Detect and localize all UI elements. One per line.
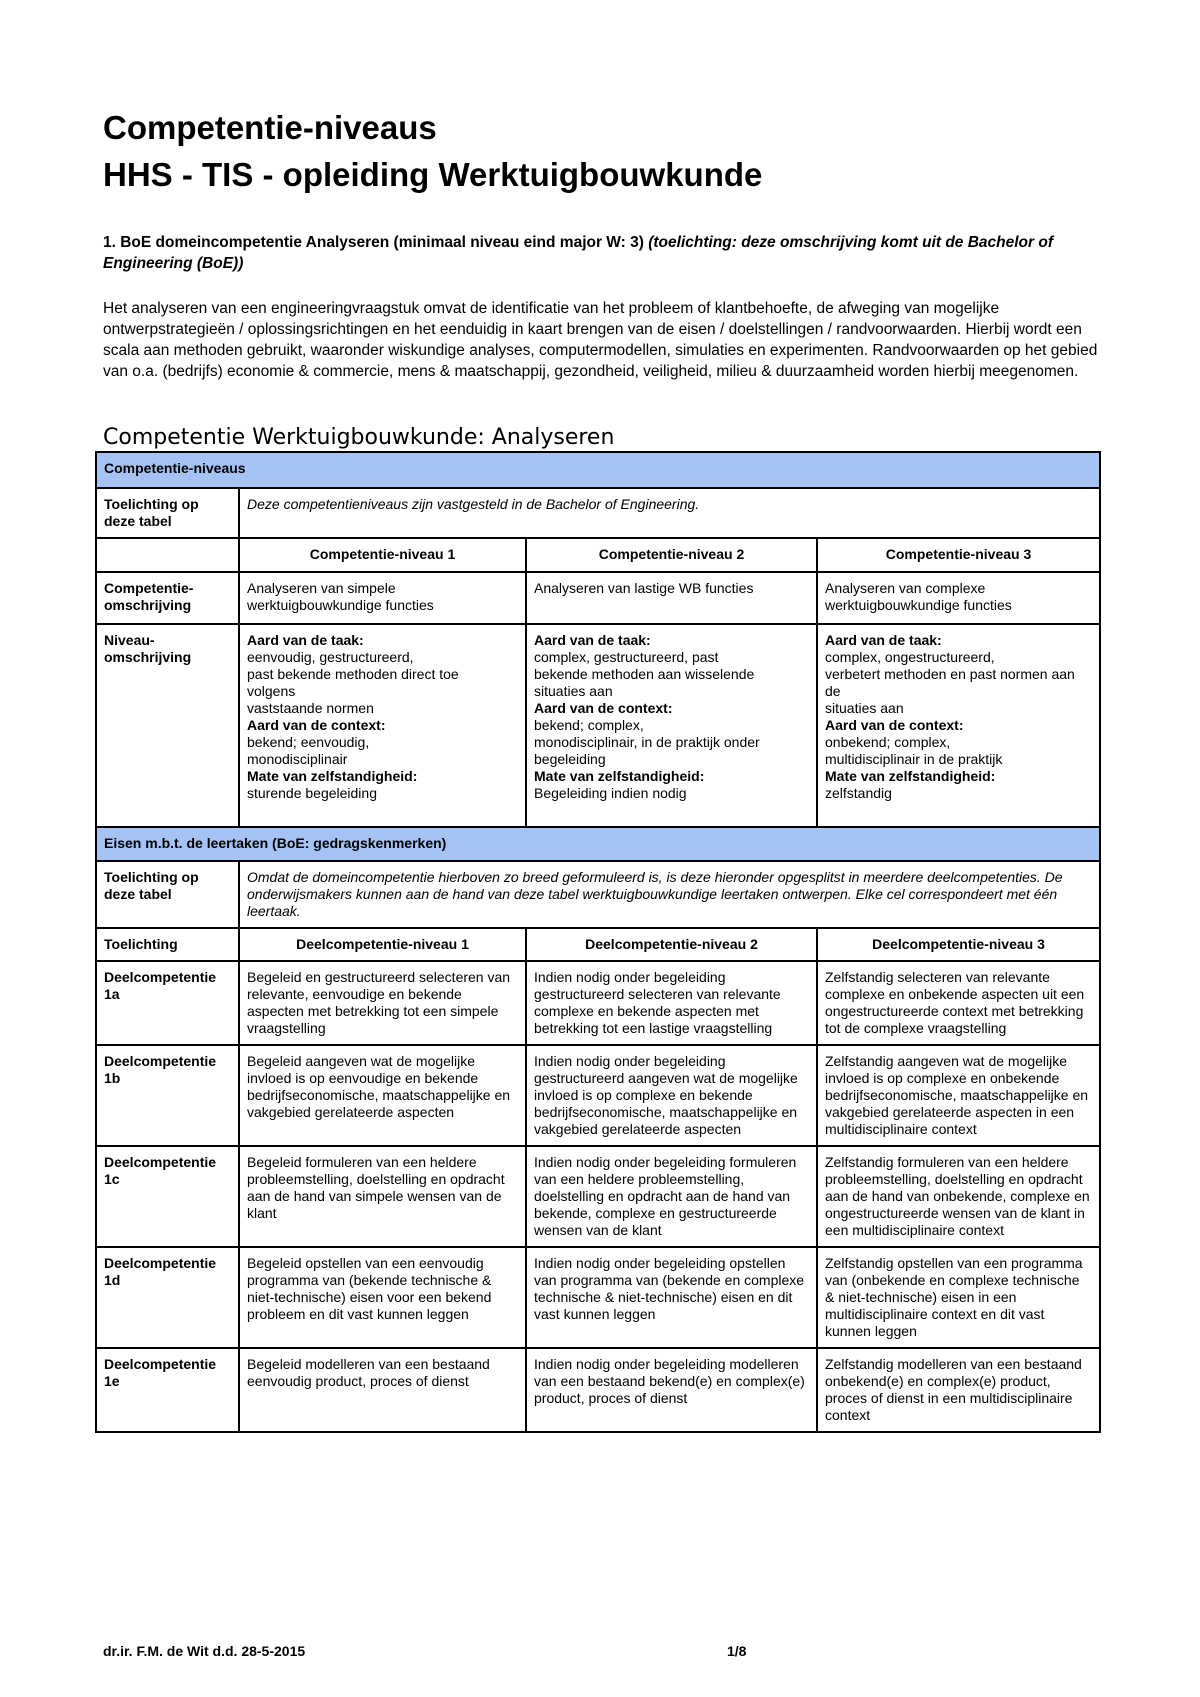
level-line: volgens — [247, 683, 296, 699]
table-cell: Analyseren van lastige WB functies — [526, 572, 817, 624]
title-line-2: HHS - TIS - opleiding Werktuigbouwkunde — [103, 156, 763, 193]
level-heading: Aard van de taak: — [825, 632, 942, 648]
table-cell: Begeleid formuleren van een heldere probleemstelling, doelstelling en opdracht aan de hand van simpele wensen van de klant — [239, 1146, 526, 1247]
level-cell — [817, 624, 1100, 827]
level-line: vaststaande normen — [247, 700, 374, 716]
column-header: Competentie-niveau 1 — [239, 538, 526, 572]
level-line: bekende methoden aan wisselende — [534, 666, 755, 682]
level-line: de — [825, 683, 841, 699]
table-note: Deze competentieniveaus zijn vastgesteld in de Bachelor of Engineering. — [239, 488, 1100, 538]
document-title — [103, 104, 762, 198]
band-eisen-leertaken: Eisen m.b.t. de leertaken (BoE: gedragskenmerken) — [96, 827, 1100, 861]
level-heading: Mate van zelfstandigheid: — [534, 768, 705, 784]
level-line: bekend; complex, — [534, 717, 644, 733]
row-label: Toelichting op deze tabel — [96, 488, 239, 538]
level-line: Begeleiding indien nodig — [534, 785, 687, 801]
table-cell: Zelfstandig selecteren van relevante complexe en onbekende aspecten uit een ongestructureerde context met betrekking tot de complexe vraagstelling — [817, 961, 1100, 1045]
level-line: situaties aan — [825, 700, 904, 716]
table-row — [96, 624, 1100, 827]
table-row — [96, 538, 1100, 572]
title-line-1: Competentie-niveaus — [103, 109, 437, 146]
row-label: Niveau-omschrijving — [96, 624, 239, 827]
column-header: Deelcompetentie-niveau 2 — [526, 928, 817, 961]
level-line: monodisciplinair, in de praktijk onder — [534, 734, 760, 750]
table-cell: Zelfstandig opstellen van een programma van (onbekende en complexe technische & niet-technische) eisen in een multidisciplinaire context en dit vast kunnen leggen — [817, 1247, 1100, 1348]
table-row — [96, 1247, 1100, 1348]
competence-intro — [103, 232, 1103, 274]
level-heading: Aard van de context: — [534, 700, 673, 716]
row-label: Toelichting — [96, 928, 239, 961]
competence-table — [95, 451, 1101, 1433]
band-row — [96, 827, 1100, 861]
table-cell: Indien nodig onder begeleiding opstellen van programma van (bekende en complexe technische & niet-technische) eisen en dit vast kunnen leggen — [526, 1247, 817, 1348]
level-line: past bekende methoden direct toe — [247, 666, 459, 682]
row-label: Deelcompetentie 1e — [96, 1348, 239, 1432]
level-heading: Mate van zelfstandigheid: — [825, 768, 996, 784]
row-label: Toelichting op deze tabel — [96, 861, 239, 928]
level-line: monodisciplinair — [247, 751, 348, 767]
level-line: begeleiding — [534, 751, 606, 767]
table-cell: Begeleid aangeven wat de mogelijke invloed is op eenvoudige en bekende bedrijfseconomische, maatschappelijke en vakgebied gerelateerde aspecten — [239, 1045, 526, 1146]
intro-italic-note: (toelichting: deze omschrijving komt uit de Bachelor of Engineering (BoE)) — [103, 234, 1053, 272]
row-label: Deelcompetentie 1a — [96, 961, 239, 1045]
table-note: Omdat de domeincompetentie hierboven zo breed geformuleerd is, is deze hieronder opgesplitst in meerdere deelcompetenties. De onderwijsmakers kunnen aan de hand van deze tabel werktuigbouwkundige leertaken ontwerpen. Elke cel correspondeert met één leertaak. — [239, 861, 1100, 928]
row-label: Competentie-omschrijving — [96, 572, 239, 624]
level-heading: Aard van de taak: — [247, 632, 364, 648]
table-cell: Begeleid en gestructureerd selecteren van relevante, eenvoudige en bekende aspecten met betrekking tot een simpele vraagstelling — [239, 961, 526, 1045]
footer-page-number: 1/8 — [727, 1643, 747, 1659]
footer-author: dr.ir. F.M. de Wit d.d. 28-5-2015 — [103, 1643, 306, 1659]
level-line: zelfstandig — [825, 785, 892, 801]
level-cell — [239, 624, 526, 827]
table-cell: Begeleid opstellen van een eenvoudig programma van (bekende technische & niet-technische) eisen voor een bekend probleem en dit vast kunnen leggen — [239, 1247, 526, 1348]
column-header: Competentie-niveau 2 — [526, 538, 817, 572]
description-paragraph: Het analyseren van een engineeringvraagstuk omvat de identificatie van het probleem of klantbehoefte, de afweging van mogelijke ontwerpstrategieën / oplossingsrichtingen en het eenduidig in kaart brengen van de eisen / doelstellingen / randvoorwaarden. Hierbij wordt een scala aan methoden gebruikt, waaronder wiskundige analyses, computermodellen, simulaties en experimenten. Randvoorwaarden op het gebied van o.a. (bedrijfs) economie & commercie, mens & maatschappij, gezondheid, veiligheid, milieu & duurzaamheid worden hierbij meegenomen. — [103, 300, 1098, 380]
level-line: multidisciplinair in de praktijk — [825, 751, 1003, 767]
table-row — [96, 1146, 1100, 1247]
intro-bold-text: 1. BoE domeincompetentie Analyseren (minimaal niveau eind major W: 3) — [103, 234, 644, 251]
table-cell: Indien nodig onder begeleiding gestructureerd selecteren van relevante complexe en bekende aspecten met betrekking tot een lastige vraagstelling — [526, 961, 817, 1045]
table-row — [96, 928, 1100, 961]
level-line: eenvoudig, gestructureerd, — [247, 649, 414, 665]
table-cell: Analyseren van complexe werktuigbouwkundige functies — [817, 572, 1100, 624]
level-heading: Aard van de context: — [247, 717, 386, 733]
column-header: Deelcompetentie-niveau 3 — [817, 928, 1100, 961]
level-line: complex, gestructureerd, past — [534, 649, 719, 665]
level-heading: Aard van de context: — [825, 717, 964, 733]
table-cell: Indien nodig onder begeleiding formuleren van een heldere probleemstelling, doelstelling en opdracht aan de hand van bekende, complexe en gestructureerde wensen van de klant — [526, 1146, 817, 1247]
level-heading: Mate van zelfstandigheid: — [247, 768, 418, 784]
band-row — [96, 452, 1100, 488]
table-row — [96, 1045, 1100, 1146]
empty-cell — [96, 538, 239, 572]
table-cell: Zelfstandig modelleren van een bestaand onbekend(e) en complex(e) product, proces of dienst in een multidisciplinaire context — [817, 1348, 1100, 1432]
band-competentie-niveaus: Competentie-niveaus — [96, 452, 1100, 488]
table-row — [96, 861, 1100, 928]
row-label: Deelcompetentie 1d — [96, 1247, 239, 1348]
table-row — [96, 488, 1100, 538]
row-label: Deelcompetentie 1c — [96, 1146, 239, 1247]
table-row — [96, 1348, 1100, 1432]
section-heading: Competentie Werktuigbouwkunde: Analyseren — [103, 425, 615, 450]
level-line: bekend; eenvoudig, — [247, 734, 370, 750]
level-line: sturende begeleiding — [247, 785, 377, 801]
level-line: complex, ongestructureerd, — [825, 649, 995, 665]
level-cell — [526, 624, 817, 827]
level-line: onbekend; complex, — [825, 734, 951, 750]
table-cell: Indien nodig onder begeleiding modelleren van een bestaand bekend(e) en complex(e) product, proces of dienst — [526, 1348, 817, 1432]
column-header: Competentie-niveau 3 — [817, 538, 1100, 572]
level-heading: Aard van de taak: — [534, 632, 651, 648]
table-cell: Begeleid modelleren van een bestaand eenvoudig product, proces of dienst — [239, 1348, 526, 1432]
table-cell: Zelfstandig aangeven wat de mogelijke invloed is op complexe en onbekende bedrijfseconomische, maatschappelijke en vakgebied gerelateerde aspecten in een multidisciplinaire context — [817, 1045, 1100, 1146]
row-label: Deelcompetentie 1b — [96, 1045, 239, 1146]
table-cell: Analyseren van simpele werktuigbouwkundige functies — [239, 572, 526, 624]
table-row — [96, 961, 1100, 1045]
table-row — [96, 572, 1100, 624]
table-cell: Indien nodig onder begeleiding gestructureerd aangeven wat de mogelijke invloed is op complexe en bekende bedrijfseconomische, maatschappelijke en vakgebied gerelateerde aspecten — [526, 1045, 817, 1146]
level-line: situaties aan — [534, 683, 613, 699]
column-header: Deelcompetentie-niveau 1 — [239, 928, 526, 961]
level-line: verbetert methoden en past normen aan — [825, 666, 1075, 682]
table-cell: Zelfstandig formuleren van een heldere probleemstelling, doelstelling en opdracht aan de hand van onbekende, complexe en ongestructureerde wensen van de klant in een multidisciplinaire context — [817, 1146, 1100, 1247]
